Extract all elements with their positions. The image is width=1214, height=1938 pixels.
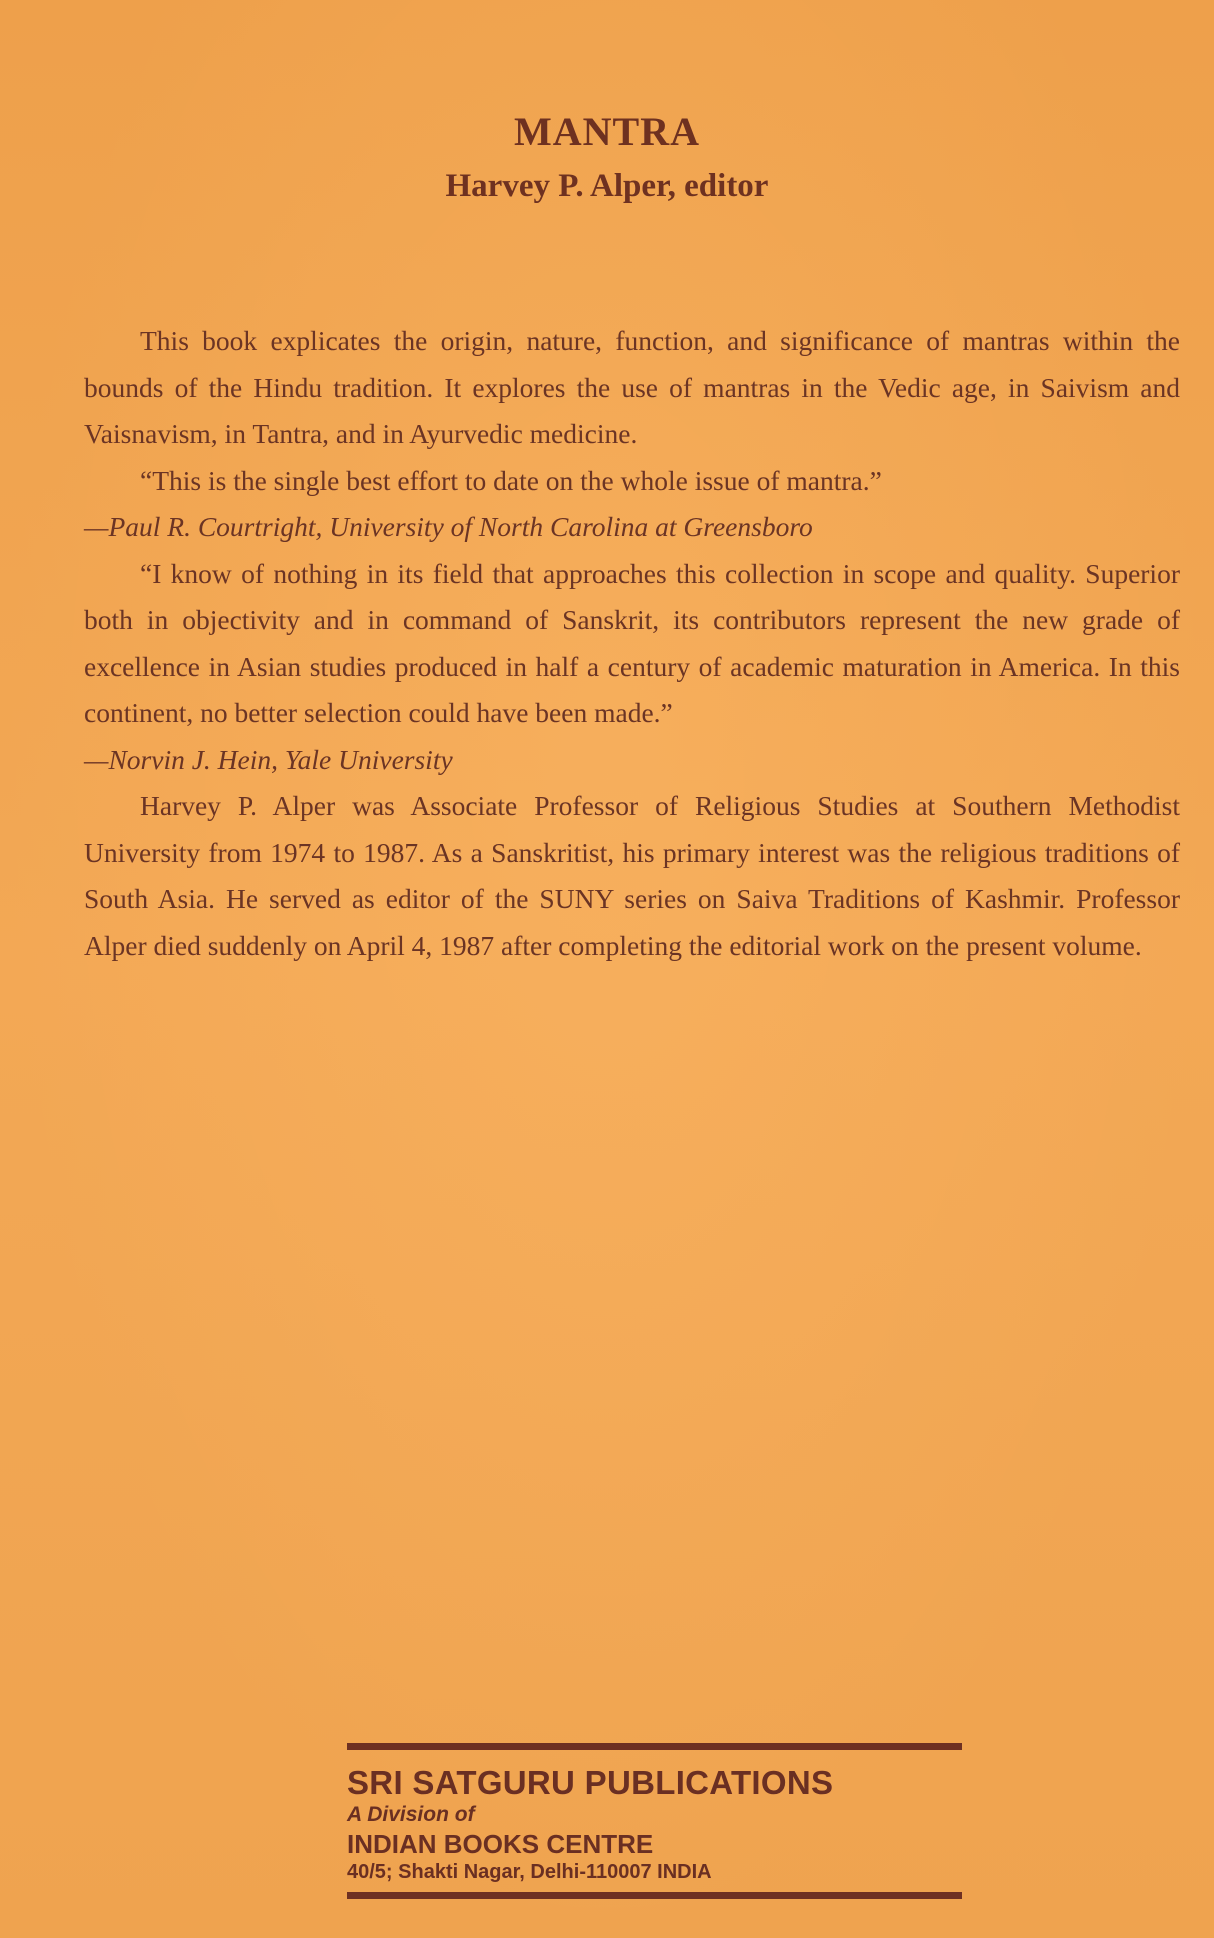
publisher-name: SRI SATGURU PUBLICATIONS bbox=[347, 1764, 834, 1801]
review-attribution-2: —Norvin J. Hein, Yale University bbox=[84, 743, 453, 775]
review-attribution-1: —Paul R. Courtright, University of North Carolina at Greensboro bbox=[84, 511, 813, 542]
review-quote-1: “This is the single best effort to date on the whole issue of mantra.” bbox=[140, 464, 882, 496]
publisher-top-rule bbox=[347, 1743, 962, 1750]
editor-bio: Harvey P. Alper was Associate Professor of Religious Studies at Southern Methodist University from 1974 to 1987. As a Sanskritist, his primary interest was the religious traditions of South Asia. He served as editor of the SUNY series on Saiva Traditions of Kashmir. Professor Alper died suddenly on April 4, 1987 after completing the editorial work on the present volume. bbox=[84, 790, 1180, 961]
publisher-address: 40/5; Shakti Nagar, Delhi-110007 INDIA bbox=[347, 1861, 712, 1883]
review-quote-2: “I know of nothing in its field that approaches this collection in scope and quality. Superior both in objectivity and in command of Sanskrit, its contributors represent the new grade of excellence in Asian studies produced in half a century of academic maturation in America. In this continent, no better selection could have been made.” bbox=[84, 557, 1180, 728]
book-title: MANTRA bbox=[514, 109, 700, 154]
blurb bbox=[84, 318, 1180, 969]
publisher-parent: INDIAN BOOKS CENTRE bbox=[347, 1829, 654, 1859]
book-editor: Harvey P. Alper, editor bbox=[445, 168, 769, 204]
publisher-bottom-rule bbox=[347, 1892, 962, 1899]
publisher-block bbox=[347, 1743, 962, 1899]
publisher-division: A Division of bbox=[347, 1803, 475, 1826]
description-paragraph: This book explicates the origin, nature, function, and significance of mantras within the bounds of the Hindu tradition. It explores the use of mantras in the Vedic age, in Saivism and Vaisnavism, in Tantra, and in Ayurvedic medicine. bbox=[84, 325, 1180, 449]
